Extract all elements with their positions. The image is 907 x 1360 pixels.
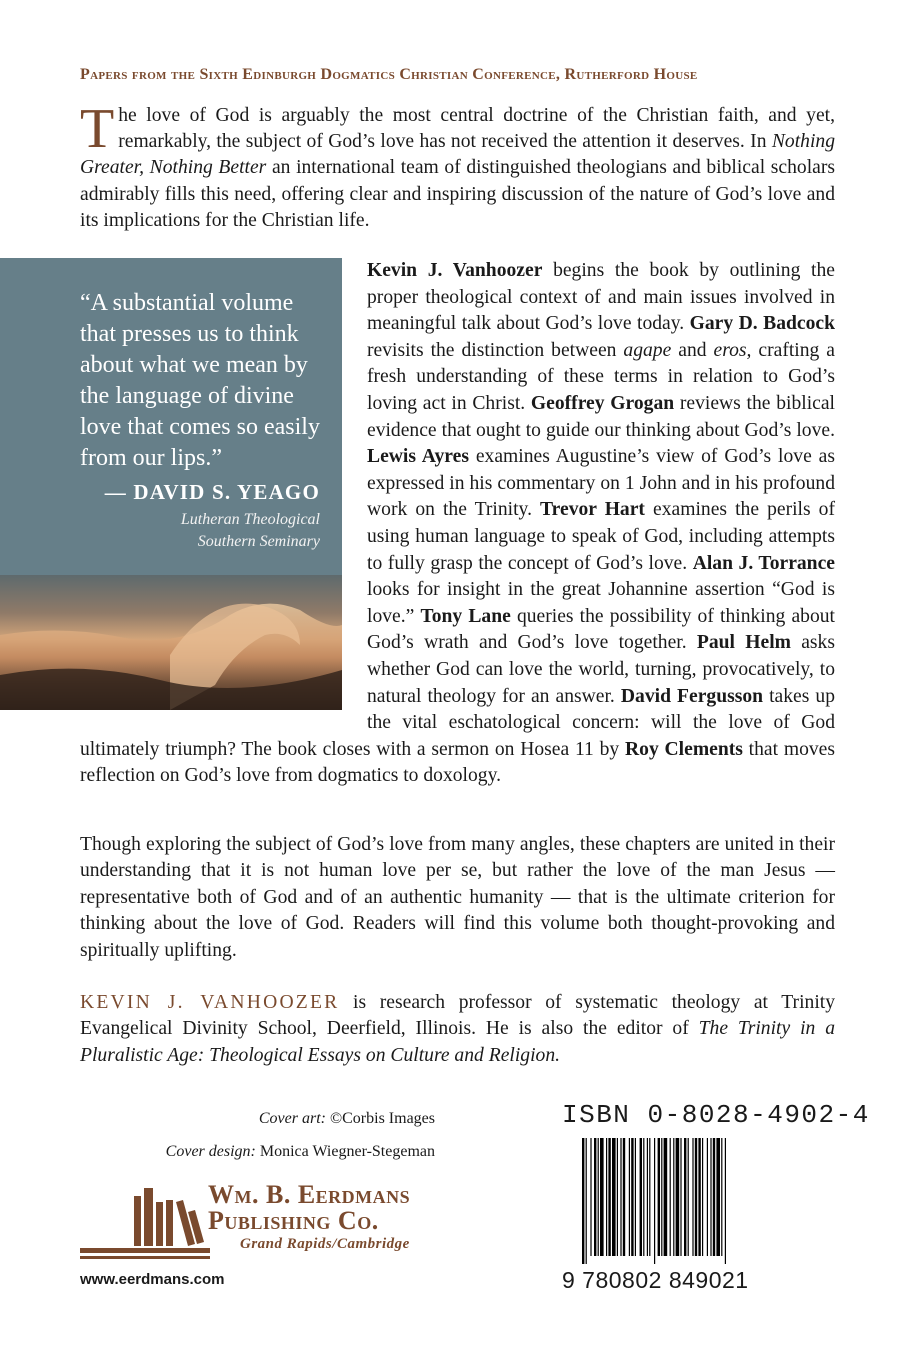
barcode-bar [658, 1138, 660, 1256]
barcode-digits: 9 780802 849021 [562, 1267, 749, 1293]
barcode-bar [710, 1138, 711, 1256]
term-eros: eros, [713, 339, 752, 361]
contributor-text: examines Augustine’s view of God’s love as expressed in his commentary on 1 John and in his profound work on the Trinity. [367, 446, 835, 521]
affiliation-line2: Southern Seminary [197, 533, 320, 550]
barcode-bar [676, 1138, 680, 1256]
contributor-text: queries the possibility of thinking about God’s wrath and God’s love together. [367, 605, 835, 654]
barcode-bar [590, 1138, 591, 1256]
barcode-bar [640, 1138, 642, 1256]
summary-paragraph: Though exploring the subject of God’s love from many angles, these chapters are united in their understanding that it is not human love per se, but rather the love of the man Jesus — representative both of God and of an authentic humanity — that is the ultimate criterion for thinking about the love of God. Readers will find this volume both thought-provoking and spiritually uplifting. [80, 834, 835, 961]
contributor-name: Paul Helm [696, 632, 791, 654]
contributor-text: that moves reflection on God’s love from dogmatics to doxology. [80, 738, 835, 787]
barcode-bar [695, 1138, 697, 1256]
contributor-text: examines the perils of using human language to speak of God, including attempts to fully grasp the concept of God’s love. [367, 499, 835, 574]
barcode-bar [673, 1138, 674, 1256]
endorsement-quote: “A substantial volume that presses us to think about what we mean by the language of divine love that comes so easily from our lips.” [80, 290, 320, 471]
author-bio [80, 990, 835, 1069]
contributor-text: revisits the distinction between [367, 339, 624, 361]
cover-design-credit [80, 1135, 435, 1168]
publisher-website: www.eerdmans.com [80, 1271, 225, 1288]
contributor-text: begins the book by outlining the proper theological context of and main issues involved in meaningful talk about God’s love today. [367, 260, 835, 335]
contributor-text: and [671, 339, 714, 361]
barcode-bar [661, 1138, 662, 1256]
lead-text-b: an international team of distinguished theologians and biblical scholars admirably fills this need, offering clear and inspiring discussion of the nature of God’s love and its implications for the Christian life. [80, 157, 835, 231]
contributor-name: Alan J. Torrance [692, 552, 835, 574]
barcode-bar [643, 1138, 644, 1256]
barcode-bar [594, 1138, 596, 1256]
barcode-bar [617, 1138, 618, 1256]
lead-paragraph [80, 98, 835, 234]
barcode-bar [654, 1138, 655, 1264]
series-header: Papers from the Sixth Edinburgh Dogmatics Christian Conference, Rutherford House [80, 66, 698, 83]
publisher-name-line2: Publishing Co. [208, 1206, 379, 1235]
cover-design-value: Monica Wiegner-Stegeman [255, 1143, 435, 1160]
barcode-bar [716, 1138, 720, 1256]
contributor-name: Gary D. Badcock [689, 313, 835, 335]
barcode-bar [684, 1138, 686, 1256]
cover-art-value: ©Corbis Images [325, 1110, 435, 1127]
cover-art-label: Cover art: [258, 1110, 326, 1127]
barcode-bar [608, 1138, 610, 1256]
contributor-text: reviews the biblical evidence that ought to guide our thinking about God’s love. [367, 392, 835, 441]
barcode-bar [635, 1138, 636, 1256]
contributors-paragraph [80, 258, 835, 790]
contributor-name: Tony Lane [420, 605, 511, 627]
barcode-bar [702, 1138, 703, 1256]
barcode-bar [631, 1138, 633, 1256]
contributor-name: David Fergusson [620, 685, 764, 707]
barcode [580, 1138, 780, 1264]
contributor-text: looks for insight in the great Johannine assertion “God is love.” [367, 579, 835, 627]
drop-cap: T [80, 98, 115, 160]
contributor-name: Roy Clements [625, 738, 743, 760]
barcode-bar [582, 1138, 584, 1264]
contributor-name: Kevin J. Vanhoozer [367, 260, 543, 281]
contributor-name: Geoffrey Grogan [530, 392, 675, 414]
barcode-bar [647, 1138, 648, 1256]
books-icon [80, 1178, 210, 1262]
cover-design-label: Cover design: [165, 1143, 256, 1160]
isbn-label: ISBN 0-8028-4902-4 [562, 1100, 870, 1130]
author-bio-text: is research professor of systematic theology at Trinity Evangelical Divinity School, Deerfield, Illinois. He is also the editor of [80, 992, 835, 1040]
cover-art-credit [80, 1102, 435, 1135]
barcode-bar [692, 1138, 693, 1256]
contributor-name: Lewis Ayres [367, 446, 469, 468]
barcode-bar [664, 1138, 668, 1256]
barcode-bar [688, 1138, 689, 1256]
barcode-bar [629, 1138, 630, 1256]
term-agape: agape [623, 339, 672, 361]
barcode-bar [707, 1138, 708, 1256]
publisher-location: Grand Rapids/Cambridge [240, 1236, 410, 1252]
barcode-bar [670, 1138, 671, 1256]
barcode-bar [713, 1138, 715, 1256]
barcode-bar [698, 1138, 700, 1256]
barcode-bar [721, 1138, 722, 1256]
barcode-bar [725, 1138, 726, 1264]
endorsement-author: — DAVID S. YEAGO [104, 480, 320, 504]
barcode-bar [620, 1138, 621, 1256]
lead-book-title: Nothing Greater, Nothing Better [80, 131, 835, 179]
cover-credits [80, 1102, 435, 1168]
barcode-bar [586, 1138, 587, 1264]
contributor-text: takes up the vital eschatological concern: will the love of God ultimately triumph? The book closes with a sermon on Hosea 11 by [80, 685, 835, 760]
barcode-bar [680, 1138, 681, 1256]
barcode-bar [606, 1138, 607, 1256]
contributor-text: crafting a fresh understanding of these terms in relation to God’s loving act in Christ. [367, 339, 836, 414]
barcode-bar [623, 1138, 625, 1256]
barcode-bar [612, 1138, 616, 1256]
barcode-bar [598, 1138, 599, 1256]
author-book-title: The Trinity in a Pluralistic Age: Theological Essays on Culture and Religion. [80, 1018, 836, 1066]
barcode-bar [649, 1138, 650, 1256]
affiliation-line1: Lutheran Theological [180, 511, 320, 528]
publisher-logo [80, 1178, 460, 1262]
publisher-name-line1: Wm. B. Eerdmans [208, 1180, 411, 1209]
barcode-bar [600, 1138, 604, 1256]
contributor-text: asks whether God can love the world, turning, provocatively, to natural theology for an answer. [367, 632, 835, 707]
lead-text-a: he love of God is arguably the most central doctrine of the Christian faith, and yet, remarkably, the subject of God’s love has not received the attention it deserves. In [118, 105, 835, 153]
author-name: KEVIN J. VANHOOZER [80, 992, 340, 1013]
contributor-name: Trevor Hart [540, 499, 645, 521]
